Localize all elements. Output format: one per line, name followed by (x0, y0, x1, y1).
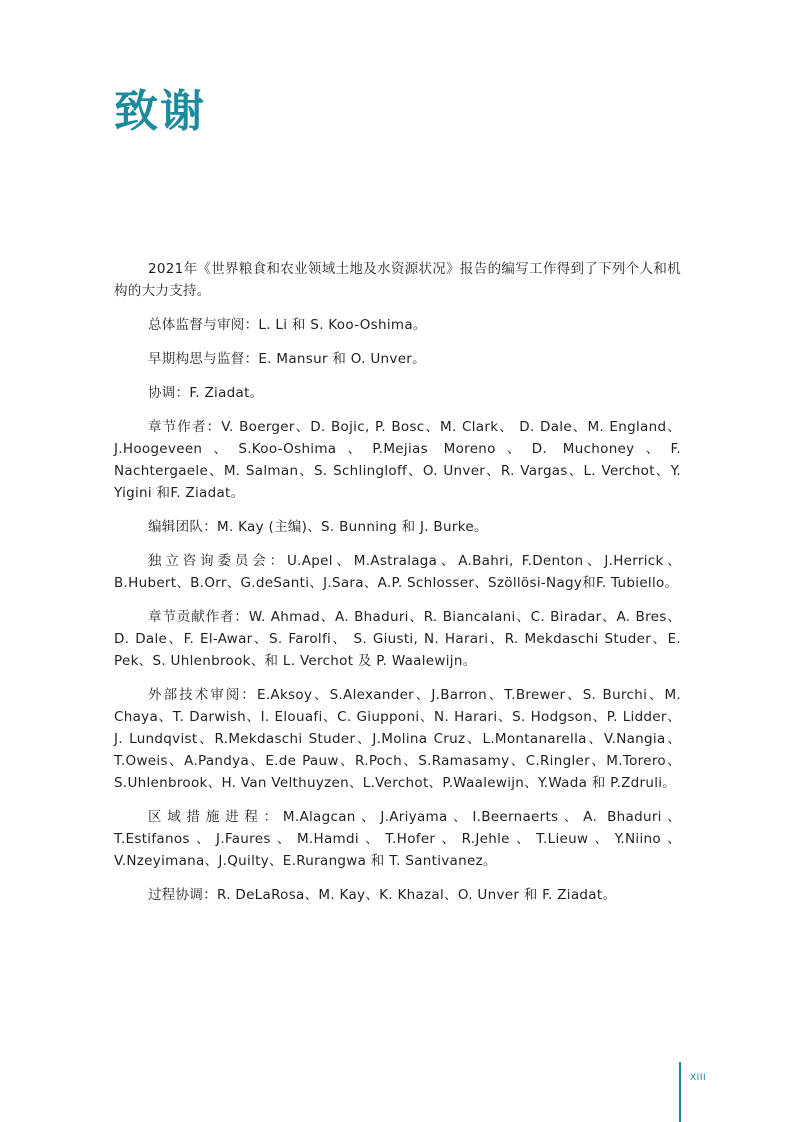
page-number-divider (679, 1062, 681, 1122)
editorial-team-paragraph: 编辑团队：M. Kay (主编)、S. Bunning 和 J. Burke。 (148, 519, 488, 535)
intro-paragraph: 2021年《世界粮食和农业领域土地及水资源状况》报告的编写工作得到了下列个人和机构的大力支持。 (114, 261, 681, 299)
page-title: 致谢 (114, 86, 206, 137)
advisory-board-paragraph: 独立咨询委员会：U.Apel、M.Astralaga、A.Bahri, F.Denton、J.Herrick、B.Hubert、B.Orr、G.deSanti、J.Sara、A.P. Schlosser、Szöllösi-Nagy和F. Tubiello。 (114, 553, 681, 591)
external-reviewers-paragraph: 外部技术审阅：E.Aksoy、S.Alexander、J.Barron、T.Brewer、S. Burchi、M. Chaya、T. Darwish、I. Elouafi、C. Giupponi、N. Harari、S. Hodgson、P. Lidder、J. Lundqvist、R.Mekdaschi Studer、J.Molina Cruz、L.Montanarella、V.Nangia、T.Oweis、A.Pandya、E.de Pauw、R.Poch、S.Ramasamy、C.Ringler、M.Torero、S.Uhlenbrook、H. Van Velthuyzen、L.Verchot、P.Waalewijn、Y.Wada 和 P.Zdruli。 (114, 687, 681, 791)
regional-process-paragraph: 区域措施进程：M.Alagcan、J.Ariyama、I.Beernaerts、A. Bhaduri、T.Estifanos、J.Faures、M.Hamdi、T.Hofer、R.Jehle、T.Lieuw、Y.Niino、V.Nzeyimana、J.Quilty、E.Rurangwa 和 T. Santivanez。 (114, 809, 681, 869)
chapter-authors-paragraph: 章节作者：V. Boerger、D. Bojic, P. Bosc、M. Clark、 D. Dale、M. England、 J.Hoogeveen、S.Koo-Oshima、P.Mejias Moreno、D. Muchoney、F. Nachtergaele、M. Salman、S. Schlingloff、O. Unver、R. Vargas、L. Verchot、Y. Yigini 和F. Ziadat。 (114, 419, 681, 501)
page-number: XIII (690, 1073, 707, 1083)
coordination-paragraph: 协调：F. Ziadat。 (148, 385, 264, 401)
process-coordination-paragraph: 过程协调：R. DeLaRosa、M. Kay、K. Khazal、O. Unver 和 F. Ziadat。 (148, 887, 617, 903)
overall-supervision-paragraph: 总体监督与审阅：L. Li 和 S. Koo-Oshima。 (148, 317, 427, 333)
early-conception-paragraph: 早期构思与监督：E. Mansur 和 O. Unver。 (148, 351, 426, 367)
acknowledgements-body (114, 258, 681, 918)
chapter-contributors-paragraph: 章节贡献作者：W. Ahmad、A. Bhaduri、R. Biancalani、C. Biradar、A. Bres、D. Dale、F. El-Awar、S. Farolfi、 S. Giusti, N. Harari、R. Mekdaschi Studer、E. Pek、S. Uhlenbrook、和 L. Verchot 及 P. Waalewijn。 (114, 609, 681, 669)
